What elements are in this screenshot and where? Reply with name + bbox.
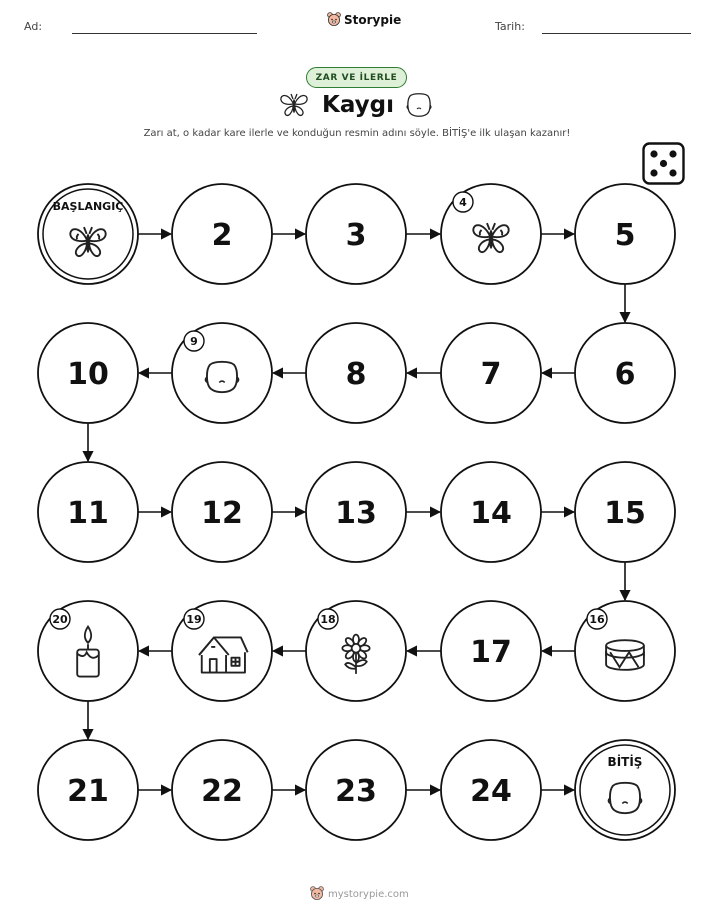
board-square-2 bbox=[172, 184, 272, 284]
board-square-18 bbox=[306, 601, 406, 701]
board-square-22 bbox=[172, 740, 272, 840]
date-label: Tarih: bbox=[495, 20, 525, 33]
board-square-15 bbox=[575, 462, 675, 562]
square-number: 11 bbox=[67, 496, 109, 531]
board-square-14 bbox=[441, 462, 541, 562]
square-number: 21 bbox=[67, 774, 109, 809]
square-number: 10 bbox=[67, 357, 109, 392]
board-square-4 bbox=[441, 184, 541, 284]
finish-label: BİTİŞ bbox=[607, 755, 643, 769]
square-number: 15 bbox=[604, 496, 646, 531]
square-number: 18 bbox=[320, 613, 336, 626]
square-number: 19 bbox=[186, 613, 202, 626]
board-square-16 bbox=[575, 601, 675, 701]
page-title: Kaygı bbox=[322, 92, 394, 118]
board-square-25 bbox=[575, 740, 675, 840]
worried-face-icon bbox=[608, 783, 641, 813]
square-number: 13 bbox=[335, 496, 377, 531]
game-type-badge: ZAR VE İLERLE bbox=[306, 67, 407, 88]
square-number: 2 bbox=[211, 218, 233, 253]
board-square-5 bbox=[575, 184, 675, 284]
board-square-3 bbox=[306, 184, 406, 284]
square-number: 7 bbox=[480, 357, 502, 392]
board-square-20 bbox=[38, 601, 138, 701]
board-square-17 bbox=[441, 601, 541, 701]
board-square-11 bbox=[38, 462, 138, 562]
square-number: 23 bbox=[335, 774, 377, 809]
square-number: 17 bbox=[470, 635, 512, 670]
square-number: 24 bbox=[470, 774, 512, 809]
worried-face-icon bbox=[205, 362, 238, 392]
board-square-24 bbox=[441, 740, 541, 840]
square-number: 22 bbox=[201, 774, 243, 809]
footer-url[interactable]: mystorypie.com bbox=[328, 888, 409, 900]
square-number: 12 bbox=[201, 496, 243, 531]
instructions: Zarı at, o kadar kare ilerle ve konduğun resmin adını söyle. BİTİŞ'e ilk ulaşan kazanır! bbox=[143, 128, 571, 139]
square-number: 3 bbox=[345, 218, 367, 253]
square-number: 8 bbox=[345, 357, 367, 392]
name-label: Ad: bbox=[24, 20, 43, 33]
square-number: 4 bbox=[459, 196, 467, 209]
brand-name: Storypie bbox=[344, 13, 402, 27]
square-number: 5 bbox=[614, 218, 636, 253]
square-number: 9 bbox=[190, 335, 198, 348]
bear-icon bbox=[310, 886, 324, 902]
board-square-19 bbox=[172, 601, 272, 701]
board-square-7 bbox=[441, 323, 541, 423]
square-number: 20 bbox=[52, 613, 68, 626]
start-label: BAŞLANGIÇ bbox=[52, 200, 124, 213]
square-number: 16 bbox=[589, 613, 605, 626]
board-square-13 bbox=[306, 462, 406, 562]
board-square-6 bbox=[575, 323, 675, 423]
board-square-23 bbox=[306, 740, 406, 840]
board-square-9 bbox=[172, 323, 272, 423]
board-square-12 bbox=[172, 462, 272, 562]
board-square-10 bbox=[38, 323, 138, 423]
board-square-21 bbox=[38, 740, 138, 840]
footer bbox=[310, 886, 409, 902]
board-square-8 bbox=[306, 323, 406, 423]
square-number: 14 bbox=[470, 496, 512, 531]
square-number: 6 bbox=[614, 357, 636, 392]
board-square-1 bbox=[38, 184, 138, 284]
